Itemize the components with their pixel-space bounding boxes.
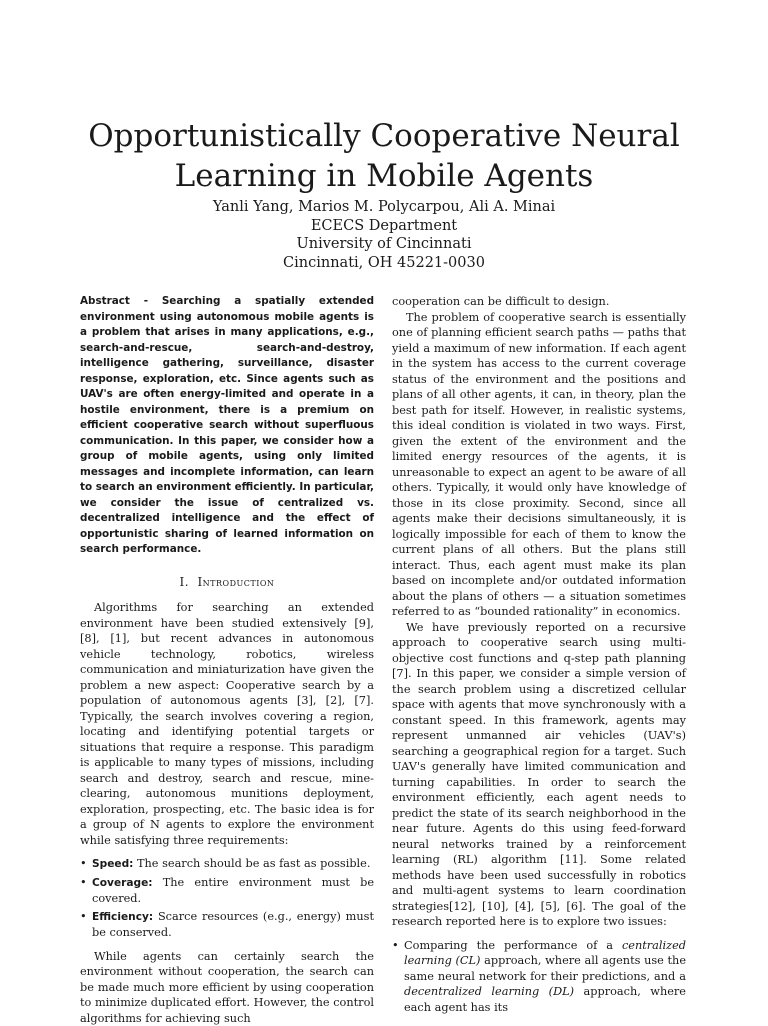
section-number: I. xyxy=(180,575,190,589)
requirement-text: The entire environment must be covered. xyxy=(92,876,374,906)
intro-paragraph-2: While agents can certainly search the environment without cooperation, the search can be made much more efficient by using cooperation to minimize duplicated effort. However, the control algorithms for achieving such xyxy=(80,949,374,1026)
issues-list xyxy=(392,938,686,1016)
list-item xyxy=(392,938,686,1016)
abstract-text: Searching a spatially extended environment using autonomous mobile agents is a problem that arises in many applications, e.g., search-and-rescue, search-and-destroy, intelligence gathering, surveillance, disaster response, exploration, etc. Since agents such as UAV's are often energy-limited and operate in a hostile environment, there is a premium on efficient cooperative search without superfluous communication. In this paper, we consider how a group of mobile agents, using only limited messages and incomplete information, can learn to search an environment efficiently. In particular, we consider the issue of centralized vs. decentralized intelligence and the effect of opportunistic sharing of learned information on search performance. xyxy=(80,295,374,555)
abstract-label: Abstract - xyxy=(80,295,148,307)
bullet-icon: • xyxy=(80,875,87,891)
bullet-icon: • xyxy=(80,856,87,872)
abstract xyxy=(80,294,374,558)
left-column xyxy=(80,294,374,1026)
requirement-term: Coverage: xyxy=(92,877,153,889)
paper-title: Opportunistically Cooperative Neural Learning in Mobile Agents xyxy=(40,116,728,196)
requirement-term: Speed: xyxy=(92,858,133,870)
requirement-term: Efficiency: xyxy=(92,911,153,923)
author-university: University of Cincinnati xyxy=(40,235,728,254)
requirements-list xyxy=(80,856,374,941)
list-item xyxy=(80,909,374,941)
bullet-icon: • xyxy=(80,909,87,925)
intro-paragraph-2-continued: cooperation can be difficult to design. xyxy=(392,294,686,310)
list-item xyxy=(80,856,374,873)
author-names: Yanli Yang, Marios M. Polycarpou, Ali A. Minai xyxy=(40,198,728,217)
issue-text: approach, where each agent has its xyxy=(404,985,686,1014)
author-department: ECECS Department xyxy=(40,217,728,236)
issue-term-cl: centralized learning (CL) xyxy=(404,939,686,968)
author-block xyxy=(40,198,728,272)
section-heading xyxy=(80,575,374,591)
issue-text: Comparing the performance of a xyxy=(404,939,622,952)
intro-paragraph-3: The problem of cooperative search is essentially one of planning efficient search paths — paths that yield a maximum of new information. If each agent in the system has access to the current coverage status of the environment and the positions and plans of all other agents, it can, in theory, plan the best path for itself. However, in realistic systems, this ideal condition is violated in two ways. First, given the extent of the environment and the limited energy resources of the agents, it is unreasonable to expect an agent to be aware of all others. Typically, it would only have knowledge of those in its close proximity. Second, since all agents make their decisions simultaneously, it is logically impossible for each of them to know the current plans of all others. But the plans still interact. Thus, each agent must make its plan based on incomplete and/or outdated information about the plans of others — a situation sometimes referred to as “bounded rationality” in economics. xyxy=(392,310,686,620)
author-address: Cincinnati, OH 45221-0030 xyxy=(40,254,728,273)
intro-paragraph-4: We have previously reported on a recursive approach to cooperative search using multi-objective cost functions and q-step path planning [7]. In this paper, we consider a simple version of the search problem using a discretized cellular space with agents that move synchronously with a constant speed. In this framework, agents may represent unmanned air vehicles (UAV's) searching a geographical region for a target. Such UAV's generally have limited communication and turning capabilities. In order to search the environment efficiently, each agent needs to predict the state of its search neighborhood in the near future. Agents do this using feed-forward neural networks trained by a reinforcement learning (RL) algorithm [11]. Some related methods have been used successfully in robotics and multi-agent systems to learn coordination strategies[12], [10], [4], [5], [6]. The goal of the research reported here is to explore two issues: xyxy=(392,620,686,930)
list-item xyxy=(80,875,374,907)
requirement-text: Scarce resources (e.g., energy) must be conserved. xyxy=(92,910,374,940)
section-title: Introduction xyxy=(197,575,274,589)
intro-paragraph-1: Algorithms for searching an extended environment have been studied extensively [9], [8], [1], but recent advances in autonomous vehicle technology, robotics, wireless communication and miniaturization have given the problem a new aspect: Cooperative search by a population of autonomous agents [3], [2], [7]. Typically, the search involves covering a region, locating and identifying potential targets or situations that require a response. This paradigm is applicable to many types of missions, including search and destroy, search and rescue, mine-clearing, autonomous munitions deployment, exploration, prospecting, etc. The basic idea is for a group of N agents to explore the environment while satisfying three requirements: xyxy=(80,600,374,848)
issue-text: approach, where all agents use the same neural network for their predictions, and a xyxy=(404,954,686,983)
bullet-icon: • xyxy=(392,938,399,954)
requirement-text: The search should be as fast as possible. xyxy=(137,857,370,870)
right-column xyxy=(392,294,686,1023)
issue-term-dl: decentralized learning (DL) xyxy=(404,985,574,998)
